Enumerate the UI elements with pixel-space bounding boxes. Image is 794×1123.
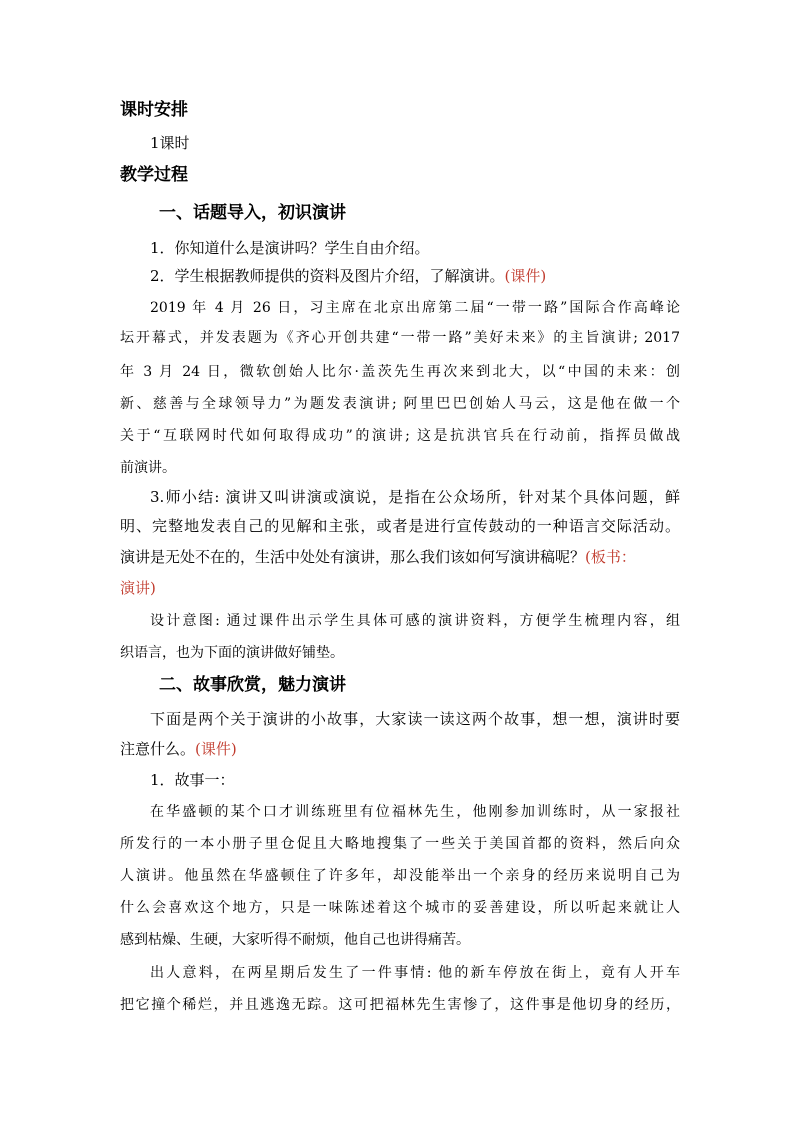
section1-item-1: 1．你知道什么是演讲吗？学生自由介绍。 [150, 239, 430, 257]
story-line: 什么会喜欢这个地方，只是一味陈述着这个城市的妥善建设，所以听起来就让人 [120, 900, 680, 916]
story-line: 所发行的一本小册子里仓促且大略地搜集了一些关于美国首都的资料，然后向众 [120, 836, 680, 852]
story-line: 把它撞个稀烂，并且逃逸无踪。这可把福林先生害惨了，这件事是他切身的经历， [120, 997, 680, 1013]
schedule-value: 1课时 [150, 134, 190, 152]
courseware-note: (课件) [195, 740, 237, 758]
board-note: (板书： [585, 548, 636, 566]
section1-item-2-text: 2．学生根据教师提供的资料及图片介绍，了解演讲。 [150, 267, 505, 285]
material-line: 2019 年 4 月 26 日，习主席在北京出席第二届“一带一路”国际合作高峰论 [150, 300, 680, 316]
design-intent-line: 织语言，也为下面的演讲做好铺垫。 [120, 645, 344, 661]
story-line: 感到枯燥、生硬，大家听得不耐烦，他自己也讲得痛苦。 [120, 932, 470, 948]
material-line: 坛开幕式，并发表题为《齐心开创共建“一带一路”美好未来》的主旨演讲; 2017 [120, 330, 680, 346]
heading-section-2: 二、故事欣赏，魅力演讲 [159, 675, 346, 695]
heading-section-1: 一、话题导入，初识演讲 [159, 203, 346, 223]
story-label: 1．故事一： [150, 771, 235, 789]
material-line: 新、慈善与全球领导力”为题发表演讲; 阿里巴巴创始人马云，这是他在做一个 [120, 396, 680, 412]
section2-intro-text: 注意什么。 [120, 740, 196, 758]
summary-line [120, 545, 680, 569]
heading-schedule: 课时安排 [120, 100, 188, 120]
material-line: 前演讲。 [120, 460, 176, 476]
story-line: 人演讲。他虽然在华盛顿住了许多年，却没能举出一个亲身的经历来说明自己为 [120, 868, 680, 884]
material-line: 关于“互联网时代如何取得成功”的演讲; 这是抗洪官兵在行动前，指挥员做战 [120, 428, 680, 444]
story-line: 在华盛顿的某个口才训练班里有位福林先生，他刚参加训练时，从一家报社 [150, 804, 680, 820]
board-note-continued: 演讲) [120, 579, 156, 597]
summary-line-text: 演讲是无处不在的，生活中处处有演讲，那么我们该如何写演讲稿呢？ [120, 548, 586, 566]
section2-intro-line [120, 737, 680, 761]
story-line: 出人意料，在两星期后发生了一件事情: 他的新车停放在街上，竟有人开车 [150, 965, 680, 981]
summary-line: 明、完整地发表自己的见解和主张，或者是进行宣传鼓动的一种语言交际活动。 [120, 517, 680, 535]
material-line: 年 3 月 24 日，微软创始人比尔·盖茨先生再次来到北大，以“中国的未来：创 [120, 364, 680, 380]
section2-intro-line: 下面是两个关于演讲的小故事，大家读一读这两个故事，想一想，演讲时要 [150, 710, 680, 728]
section1-item-2 [150, 264, 680, 288]
summary-line: 3.师小结: 演讲又叫讲演或演说，是指在公众场所，针对某个具体问题，鲜 [150, 488, 680, 506]
design-intent-line: 设计意图: 通过课件出示学生具体可感的演讲资料，方便学生梳理内容，组 [150, 613, 680, 629]
courseware-note: (课件) [504, 267, 547, 285]
heading-process: 教学过程 [120, 165, 188, 185]
